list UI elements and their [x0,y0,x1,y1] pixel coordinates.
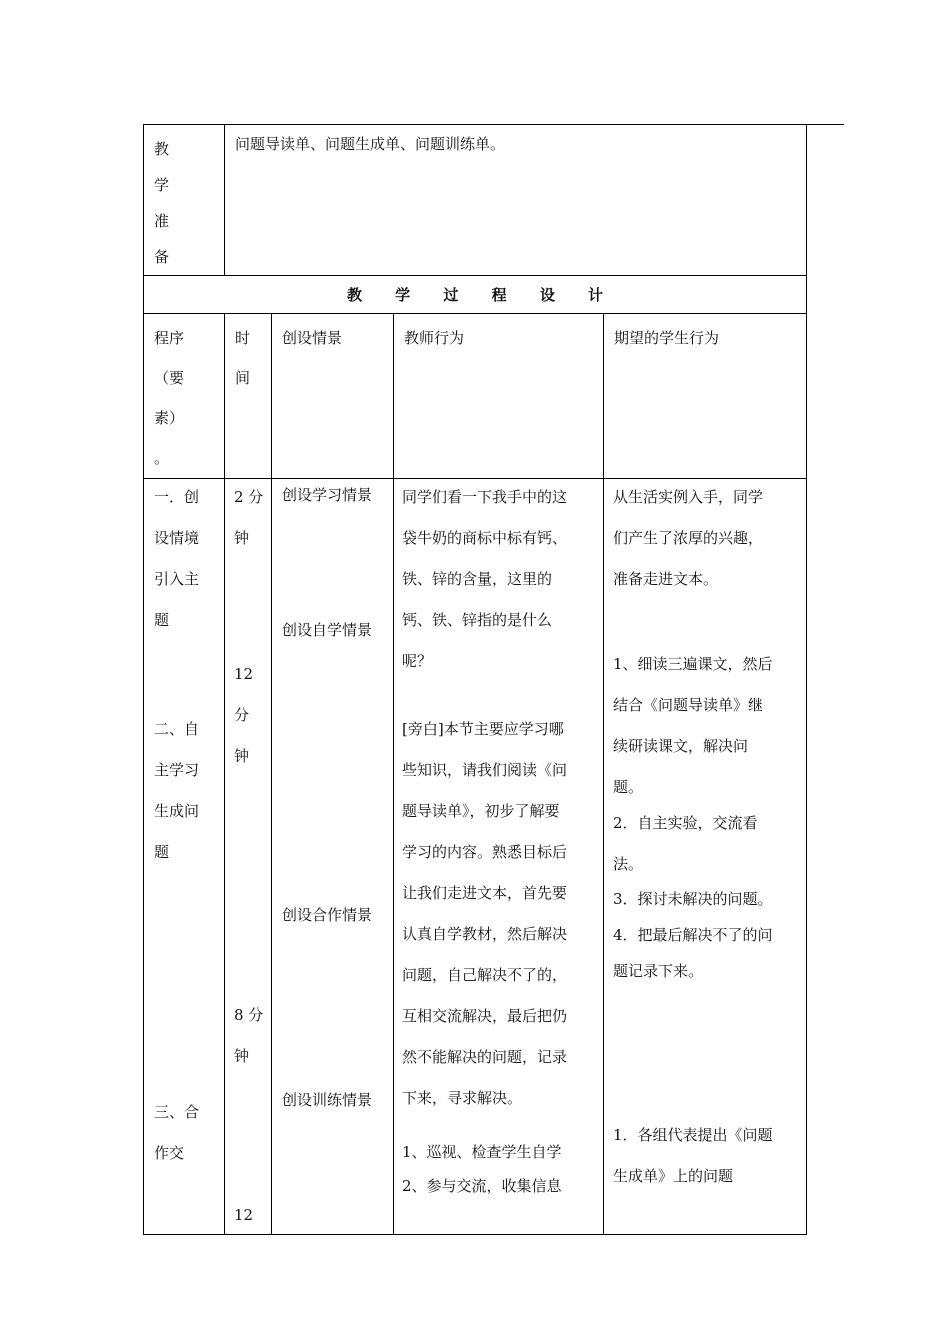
student-para-5 [613,1115,773,1197]
time-4 [234,1195,253,1236]
time-line: 钟 [234,747,250,765]
teacher-line: 铁、锌的含量，这里的 [402,570,553,588]
time-1 [234,477,263,559]
lesson-plan-table [143,124,806,1235]
teacher-para-3 [402,1135,562,1203]
header-procedure-line: 程序 [154,329,185,347]
scenario-4: 创设训练情景 [282,1091,373,1109]
procedure-line: 设情境 [154,529,200,547]
time-cell [225,479,272,1235]
student-line: 1、细读三遍课文，然后 [613,655,773,673]
student-line: 准备走进文本。 [613,570,719,588]
student-line: 1．各组代表提出《问题 [613,1126,773,1144]
prep-row [144,125,807,276]
teacher-para-1 [402,477,567,682]
procedure-line: 作交 [154,1144,185,1162]
time-line: 12 [234,665,254,683]
student-line: 们产生了浓厚的兴趣， [613,529,764,547]
prep-label-cell [144,125,225,276]
step-3 [154,1092,199,1174]
header-time-line: 间 [235,369,251,387]
header-procedure [144,314,225,479]
procedure-line: 主学习 [154,761,200,779]
procedure-line: 引入主 [154,570,200,588]
teacher-line: 问题，自己解决不了的， [402,966,568,984]
teacher-line: 1、巡视、检查学生自学 [402,1143,562,1161]
procedure-line: 题 [154,611,170,629]
teacher-line: 下来，寻求解决。 [402,1089,523,1107]
teacher-line: 钙、铁、锌指的是什么 [402,611,553,629]
teacher-para-2 [402,709,567,1119]
teacher-line: 然不能解决的问题，记录 [402,1048,568,1066]
procedure-line: 二、自 [154,720,200,738]
section-title: 教 学 过 程 设 计 [144,276,807,314]
teacher-line: 袋牛奶的商标中标有钙、 [402,529,568,547]
student-line: 结合《问题导读单》继 [613,696,764,714]
procedure-line: 三、合 [154,1103,200,1121]
student-para-4 [613,881,773,989]
student-line: 法。 [613,855,644,873]
header-procedure-line: （要 [154,369,185,387]
student-para-3 [613,803,758,885]
teacher-line: 互相交流解决，最后把仍 [402,1007,568,1025]
time-line: 钟 [234,529,250,547]
header-procedure-line: 。 [154,449,170,467]
header-procedure-line: 素） [154,409,185,427]
prep-label-char: 教 [154,140,170,158]
teacher-line: [旁白]本节主要应学习哪 [402,720,564,738]
student-para-1 [613,477,763,600]
section-title-row [144,276,807,314]
top-rule [806,124,844,125]
scenario-2: 创设自学情景 [282,621,373,639]
teacher-cell [394,479,604,1235]
time-line: 分 [234,706,250,724]
teacher-line: 题导读单》，初步了解要 [402,802,560,820]
student-line: 从生活实例入手，同学 [613,488,764,506]
time-line: 钟 [234,1047,250,1065]
prep-label-char: 学 [154,176,170,194]
student-line: 3．探讨未解决的问题。 [613,890,773,908]
header-scenario: 创设情景 [272,314,394,479]
teacher-line: 认真自学教材，然后解决 [402,925,568,943]
time-line: 12 [234,1206,254,1224]
time-3 [234,995,263,1077]
header-teacher: 教师行为 [394,314,604,479]
body-row [144,479,807,1235]
procedure-cell [144,479,225,1235]
header-row [144,314,807,479]
student-cell [604,479,807,1235]
student-para-2 [613,644,773,808]
procedure-line: 一．创 [154,488,200,506]
prep-label-char: 备 [154,248,170,266]
step-1 [154,477,199,641]
header-time [225,314,272,479]
procedure-line: 生成问 [154,802,200,820]
prep-label-char: 准 [154,212,170,230]
time-line: 2 分 [234,488,264,506]
teacher-line: 2、参与交流，收集信息 [402,1177,562,1195]
teacher-line: 学习的内容。熟悉目标后 [402,843,568,861]
student-line: 题记录下来。 [613,962,704,980]
teacher-line: 同学们看一下我手中的这 [402,488,568,506]
header-time-line: 时 [235,329,251,347]
teacher-line: 呢？ [402,652,433,670]
teacher-line: 些知识，请我们阅读《问 [402,761,568,779]
time-2 [234,654,253,777]
teacher-line: 让我们走进文本，首先要 [402,884,568,902]
student-line: 续研读课文，解决问 [613,737,749,755]
student-line: 4．把最后解决不了的问 [613,926,773,944]
scenario-1: 创设学习情景 [282,486,373,504]
prep-content-cell [225,125,807,276]
step-2 [154,709,199,873]
procedure-line: 题 [154,843,170,861]
student-line: 生成单》上的问题 [613,1167,734,1185]
student-line: 2．自主实验，交流看 [613,814,758,832]
header-student: 期望的学生行为 [604,314,807,479]
scenario-cell [272,479,394,1235]
prep-content: 问题导读单、问题生成单、问题训练单。 [235,135,506,153]
time-line: 8 分 [234,1006,264,1024]
student-line: 题。 [613,778,644,796]
scenario-3: 创设合作情景 [282,906,373,924]
